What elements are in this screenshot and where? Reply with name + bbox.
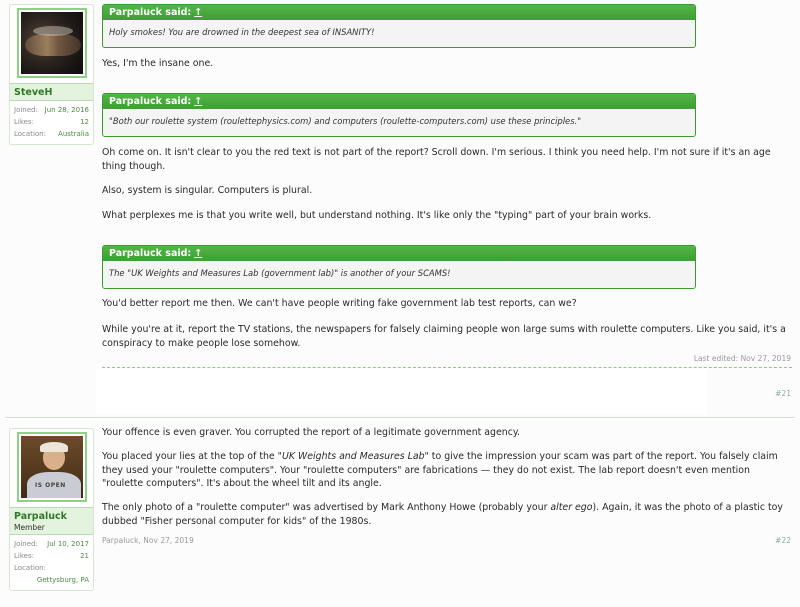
post-text: The only photo of a "roulette computer" was advertised by Mark Anthony Howe (probably your [102,502,551,513]
quote-jump-icon[interactable]: ↑ [194,7,203,18]
post-number[interactable]: #22 [775,536,791,545]
location-value[interactable]: Gettysburg, PA [36,576,89,584]
joined-label: Joined: [14,106,38,114]
post-paragraph [102,450,794,491]
quote-block [102,4,696,48]
quote-text: The "UK Weights and Measures Lab (government lab)" is another of your SCAMS! [109,268,451,278]
joined-value: Jul 10, 2017 [47,540,89,548]
post-paragraph: Also, system is singular. Computers is plural. [102,185,313,196]
joined-label: Joined: [14,540,38,548]
user-info-parpaluck [9,428,94,591]
likes-value[interactable]: 12 [80,118,89,126]
quote-header [103,94,695,109]
quote-header [103,5,695,20]
avatar-image [21,436,83,498]
username[interactable] [10,507,93,535]
post-byline[interactable]: Parpaluck, Nov 27, 2019 [102,536,194,545]
post-footer-area [96,369,706,414]
post-paragraph: What perplexes me is that you write well, but understand nothing. It's like only the "typing" part of your brain works. [102,210,652,221]
likes-label: Likes: [14,118,34,126]
avatar-shirt-text: IS OPEN [35,482,66,489]
quote-author[interactable]: Parpaluck said: [109,248,192,259]
quote-author[interactable]: Parpaluck said: [109,96,192,107]
quote-author[interactable]: Parpaluck said: [109,7,192,18]
avatar-image [21,12,83,74]
quote-jump-icon[interactable]: ↑ [194,96,203,107]
post-separator [5,417,795,418]
post-paragraph: While you're at it, report the TV stations, the newspapers for falsely claiming people won large sums with roulette computers. Like you said, it's a conspiracy to make people lose somehow. [102,324,786,349]
quote-text: Holy smokes! You are drowned in the deepest sea of INSANITY! [109,27,375,37]
post-divider [102,367,792,368]
location-label: Location: [14,564,46,572]
post-text: " to give the impression your scam was part of the report. You falsely claim they used your "roulette computers". Your "roulette computers" are fabrications — they do not exist. The lab report doesn't even mention "roulette computers". It's about the wheel tilt and its angle. [102,451,778,489]
quote-header [103,246,695,261]
username-text[interactable]: Parpaluck [14,511,67,522]
post-number[interactable]: #21 [775,389,791,398]
quote-block [102,245,696,289]
avatar[interactable] [17,432,87,502]
post-paragraph: Oh come on. It isn't clear to you the red text is not part of the report? Scroll down. I'm serious. I think you need help. I'm not sure if it's an age thing though. [102,147,771,172]
location-label: Location: [14,130,46,138]
user-info-steveh [9,4,94,145]
user-title: Member [14,523,45,532]
post-text-emphasis: UK Weights and Measures Lab [282,451,425,462]
location-value[interactable]: Australia [58,130,89,138]
post-paragraph: Your offence is even graver. You corrupted the report of a legitimate government agency. [102,427,521,438]
username[interactable] [10,83,93,101]
user-stats [10,101,93,144]
post-text: ). Again, it was the photo of a plastic toy dubbed "Fisher personal computer for kids" of the 1980s. [102,502,783,527]
quote-text: "Both our roulette system (roulettephysics.com) and computers (roulette-computers.com) use these principles." [109,116,582,126]
post-paragraph: Yes, I'm the insane one. [102,58,214,69]
post-text-emphasis: alter ego [550,502,593,513]
last-edited: Last edited: Nov 27, 2019 [693,354,791,363]
quote-block [102,93,696,137]
likes-label: Likes: [14,552,34,560]
username-text[interactable]: SteveH [14,87,53,98]
post-paragraph [102,501,794,528]
joined-value: Jun 28, 2016 [44,106,89,114]
likes-value[interactable]: 21 [80,552,89,560]
user-stats [10,535,93,590]
avatar[interactable] [17,8,87,78]
post-text: You placed your lies at the top of the " [102,451,282,462]
post-paragraph: You'd better report me then. We can't have people writing fake government lab test reports, can we? [102,298,577,309]
quote-jump-icon[interactable]: ↑ [194,248,203,259]
